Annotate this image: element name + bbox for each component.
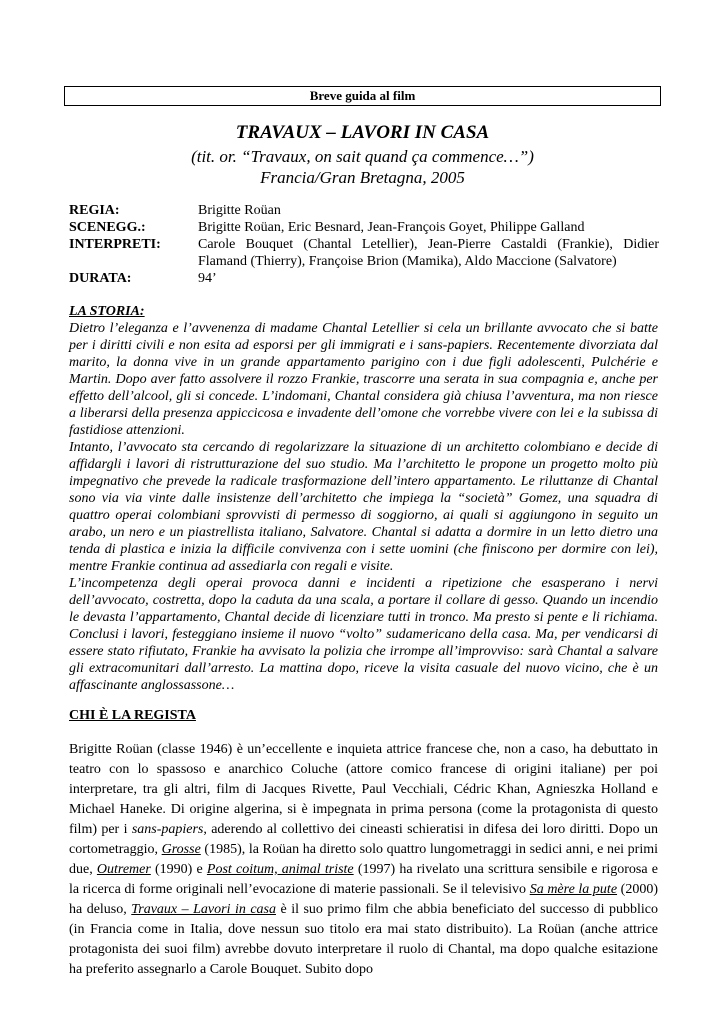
original-title: (tit. or. “Travaux, on sait quand ça commence…”) (191, 147, 534, 166)
story-paragraph: Dietro l’eleganza e l’avvenenza di madame Chantal Letellier si cela un brillante avvocato che si batte per i diritti civili e non esita ad esporsi per gli immigrati e i sans-papiers. Recentemente divorziata dal marito, la donna vive in un grande appartamento parigino con i due figli adolescenti, Pulchérie e Martin. Dopo aver fatto assolvere il rozzo Frankie, trascorre una serata in sua compagnia e, anche per effetto dell’alcool, gli si concede. L’indomani, Chantal considera già chiusa l’avventura, ma non riesce a liberarsi della presenza appiccicosa e invadente dell’omone che vorrebbe vivere con lei e la subissa di fastidiose attenzioni. (69, 321, 658, 438)
film-title-sa-mere: Sa mère la pute (529, 882, 618, 897)
story-paragraph: Intanto, l’avvocato sta cercando di regolarizzare la situazione di un architetto colombiano e decide di affidargli i lavori di ristrutturazione del suo studio. Ma l’architetto le propone un progetto molto più impegnativo che prevede la radicale trasformazione dell’intero appartamento. Le riluttanze di Chantal sono via via vinte dalle insistenze dell’architetto che impiega la “società” Gomez, una squadra di quattro operai colombiani sprovvisti di permesso di soggiorno, ai quali si aggiungono in seguito un arabo, un nero e un piastrellista italiano, Salvatore. Chantal si adatta a dormire in un letto dietro una tenda di plastica e inizia la difficile convivenza con i sette uomini (che finiscono per dormire con lei), mentre Frankie continua ad assediarla con regali e visite. (69, 440, 658, 574)
country-year: Francia/Gran Bretagna, 2005 (260, 168, 465, 187)
bio-text: Brigitte Roüan (classe 1946) è un’eccellente e inquieta attrice francese che, non a caso, ha debuttato in teatro con lo spassoso e anarchico Coluche (attore comico francese di origini italiane) per poi interpretare, tra gli altri, film di Jacques Rivette, Paul Vecchiali, Cédric Khan, Agnieszka Holland e Michael Haneke. Di origine algerina, si è impegnata in prima persona (come la protagonista di questo film) per i (69, 742, 658, 837)
credit-row-durata (69, 270, 659, 287)
guide-header: Breve guida al film (64, 86, 661, 106)
bio-italic-term: sans-papiers (131, 822, 204, 837)
bio-text: (2000) ha deluso, (69, 882, 659, 917)
credit-label: REGIA: (69, 203, 120, 218)
credit-label: DURATA: (69, 271, 132, 286)
credit-row-scenegg (69, 219, 659, 236)
director-heading: CHI È LA REGISTA (69, 708, 196, 723)
bio-paragraph (69, 740, 658, 980)
story-text (69, 320, 658, 694)
film-title-grosse: Grosse (161, 842, 201, 857)
bio-text: (1985), la Roüan ha diretto solo quattro lungometraggi in sedici anni, e nei primi due, (69, 842, 658, 877)
credit-value: Carole Bouquet (Chantal Letellier), Jean-Pierre Castaldi (Frankie), Didier Flamand (Thierry), Françoise Brion (Mamika), Aldo Maccione (Salvatore) (198, 237, 659, 269)
film-title-outremer: Outremer (96, 862, 151, 877)
film-title: TRAVAUX – LAVORI IN CASA (235, 122, 490, 143)
story-paragraph: L’incompetenza degli operai provoca danni e incidenti a ripetizione che esasperano i nervi dell’avvocato, costretta, dopo la caduta da una scala, a portare il collare di gesso. Quando un incendio le devasta l’appartamento, Chantal decide di licenziare tutti in tronco. Ma presto si pente e li richiama. Conclusi i lavori, festeggiano insieme il nuovo “volto” sudamericano della casa. Ma, per vendicarsi di essere stato rifiutato, Frankie ha avvisato la polizia che irrompe all’improvviso: sarà Chantal a salvare gli extracomunitari dall’arresto. La mattina dopo, riceve la visita casuale del nuovo vicino, che è un affascinante anglossassone… (69, 576, 658, 693)
story-heading: LA STORIA: (69, 304, 145, 319)
credit-value: Brigitte Roüan (198, 203, 281, 218)
credit-label: INTERPRETI: (69, 237, 161, 252)
credit-row-interpreti (69, 236, 659, 270)
film-title-post-coitum: Post coitum, animal triste (206, 862, 354, 877)
bio-text: , aderendo al collettivo dei cineasti schieratisi in difesa dei loro diritti. Dopo un cortometraggio, (69, 822, 658, 857)
credits-block (69, 202, 659, 287)
credit-row-regia (69, 202, 659, 219)
bio-text: (1997) ha rivelato una scrittura sensibile e rigorosa e la ricerca di forme originali nell’evocazione di materie passionali. Se il televisivo (69, 862, 658, 897)
credit-value: 94’ (198, 271, 217, 286)
credit-value: Brigitte Roüan, Eric Besnard, Jean-François Goyet, Philippe Galland (198, 220, 585, 235)
credit-label: SCENEGG.: (69, 220, 146, 235)
director-bio (69, 740, 658, 980)
bio-text: (1990) e (150, 862, 207, 877)
bio-text: è il suo primo film che abbia beneficiato del successo di pubblico (in Francia come in Italia, dove nessun suo titolo era mai stato distribuito). La Roüan (anche attrice protagonista dei suoi film) avrebbe dovuto interpretare il ruolo di Chantal, ma dopo qualche esitazione ha preferito assegnarlo a Carole Bouquet. Subito dopo (69, 902, 659, 977)
film-title-travaux: Travaux – Lavori in casa (131, 902, 276, 917)
